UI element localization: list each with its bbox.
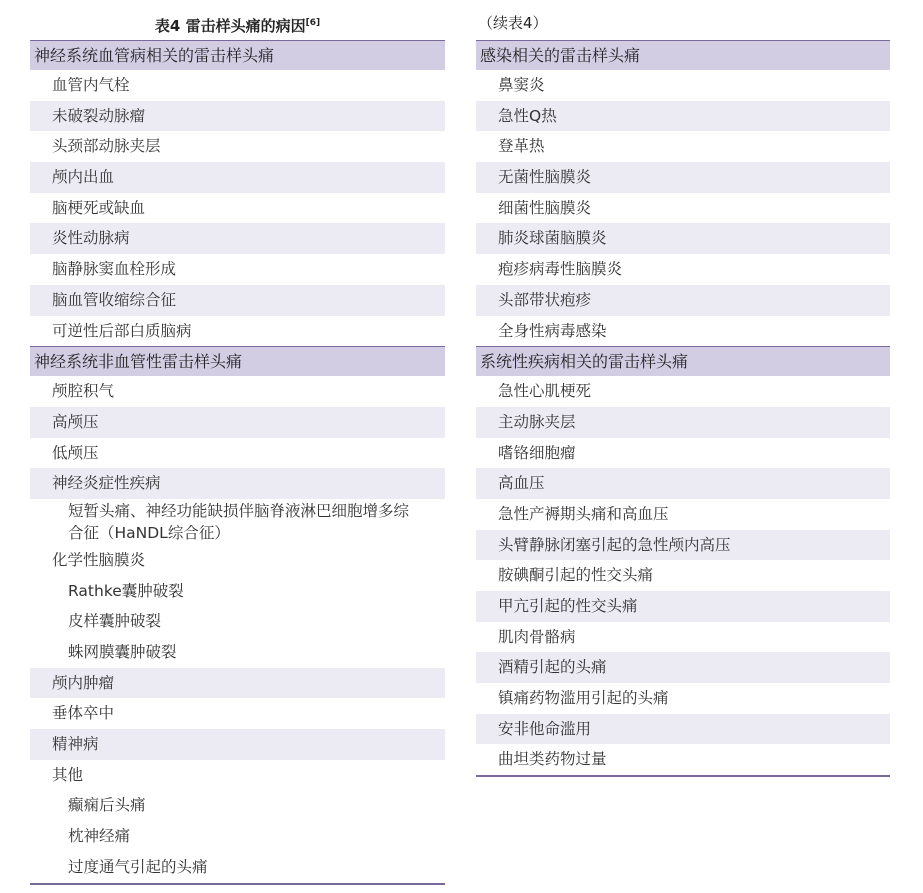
table-item: 肌肉骨骼病: [498, 627, 576, 646]
table-subitem: 过度通气引起的头痛: [68, 857, 208, 876]
table-subitem: 皮样囊肿破裂: [68, 612, 162, 631]
table-item: 肺炎球菌脑膜炎: [476, 223, 890, 254]
table-item: 急性产褥期头痛和高血压: [498, 504, 669, 523]
table-item: 胺碘酮引起的性交头痛: [498, 566, 654, 585]
table-subitem: 枕神经痛: [68, 827, 131, 846]
table-item: 曲坦类药物过量: [498, 750, 607, 769]
table-item: 颅内出血: [30, 162, 445, 193]
section-header: 神经系统血管病相关的雷击样头痛: [30, 40, 445, 70]
table-item: 急性心肌梗死: [498, 382, 592, 401]
table-item: 无菌性脑膜炎: [476, 162, 890, 193]
table-item: 头部带状疱疹: [476, 285, 890, 316]
table-item: 甲亢引起的性交头痛: [476, 591, 890, 622]
table-item: 头臂静脉闭塞引起的急性颅内高压: [476, 530, 890, 561]
table-item: 高血压: [476, 468, 890, 499]
section-header: 系统性疾病相关的雷击样头痛: [476, 346, 890, 376]
table-item: 低颅压: [52, 443, 99, 462]
table-item: 神经炎症性疾病: [30, 468, 445, 499]
table-item: 细菌性脑膜炎: [498, 198, 592, 217]
table-subitem: Rathke囊肿破裂: [68, 581, 184, 600]
table-item: 急性Q热: [476, 101, 890, 132]
table-item: 脑血管收缩综合征: [30, 285, 445, 316]
section-header: 感染相关的雷击样头痛: [476, 40, 890, 70]
table-subitem: 短暂头痛、神经功能缺损伴脑脊液淋巴细胞增多综合征（HaNDL综合征）: [68, 501, 410, 542]
table-subitem: 癫痫后头痛: [68, 796, 146, 815]
table-item: 血管内气栓: [52, 76, 130, 94]
table-subitem: 蛛网膜囊肿破裂: [68, 643, 177, 661]
section-header: 神经系统非血管性雷击样头痛: [30, 346, 445, 376]
etiology-table-left: [30, 40, 445, 885]
table-right-column: [476, 0, 890, 777]
table-item: 炎性动脉病: [30, 223, 445, 254]
table-item: 头颈部动脉夹层: [52, 137, 161, 156]
table-item: 鼻窦炎: [498, 76, 545, 94]
table-item: 化学性脑膜炎: [52, 550, 146, 569]
etiology-table-right: [476, 40, 890, 777]
table-item: 垂体卒中: [52, 704, 115, 723]
table-item: 脑静脉窦血栓形成: [52, 260, 177, 279]
table-item: 嗜铬细胞瘤: [498, 443, 576, 462]
table-item: 其他: [52, 765, 84, 784]
table-item: 颅内肿瘤: [30, 668, 445, 699]
table-left-column: [30, 0, 445, 885]
table-item: 脑梗死或缺血: [52, 198, 146, 217]
table-item: 可逆性后部白质脑病: [52, 321, 192, 340]
table-item: 高颅压: [30, 407, 445, 438]
table-item: 全身性病毒感染: [498, 321, 607, 340]
table-item: 安非他命滥用: [476, 714, 890, 745]
table-item: 精神病: [30, 729, 445, 760]
table-item: 登革热: [498, 137, 545, 156]
table-item: 主动脉夹层: [476, 407, 890, 438]
table-item: 颅腔积气: [52, 382, 115, 401]
table-item: 疱疹病毒性脑膜炎: [498, 260, 623, 279]
table-caption: [30, 0, 445, 40]
caption-text: 表4 雷击样头痛的病因: [154, 17, 306, 35]
table-item: 酒精引起的头痛: [476, 652, 890, 683]
table-item: 镇痛药物滥用引起的头痛: [498, 689, 669, 708]
caption-reference: [6]: [305, 18, 321, 28]
table-item: 未破裂动脉瘤: [30, 101, 445, 132]
continued-caption: （续表4）: [478, 14, 548, 32]
